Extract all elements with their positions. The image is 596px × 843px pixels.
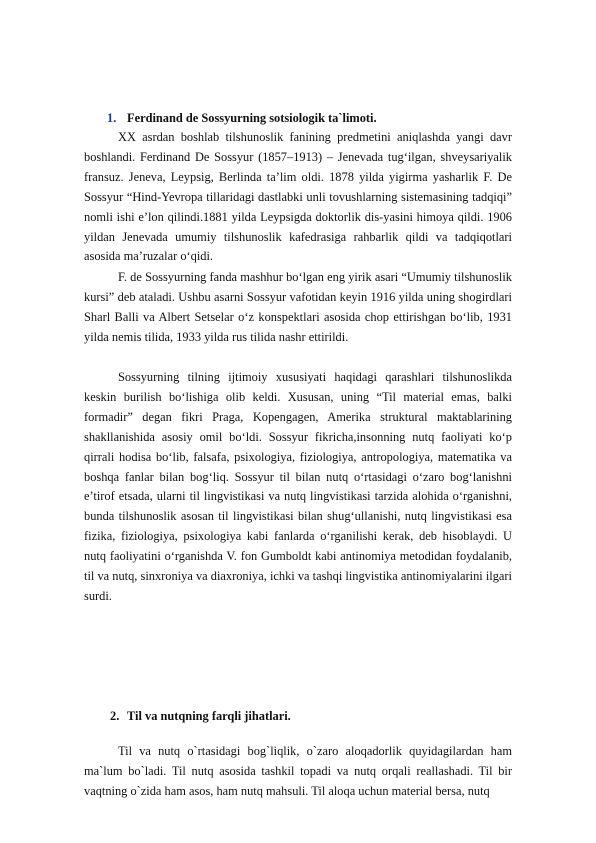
section-number: 1. xyxy=(107,111,117,125)
section-heading-2 xyxy=(110,709,291,723)
paragraph: Til va nutq o`rtasidagi bog`liqlik, o`zaro aloqadorlik quyidagilardan ham ma`lum bo`ladi. Til nutq asosida tashkil topadi va nutq orqali reallashadi. Til bir vaqtning o`zida ham asos, ham nutq mahsuli. Til aloqa uchun material bersa, nutq xyxy=(84,744,512,798)
section-title: Ferdinand de Sossyurning sotsiologik ta`limoti. xyxy=(127,111,377,125)
paragraph: F. de Sossyurning fanda mashhur bo‘lgan eng yirik asari “Umumiy tilshunoslik kursi” deb ataladi. Ushbu asarni Sossyur vafotidan keyin 1916 yilda uning shogirdlari Sharl Balli va Albert Setselar o‘z konspektlari asosida chop ettirishgan bo‘lib, 1931 yilda nemis tilida, 1933 yilda rus tilida nashr ettirildi. xyxy=(84,270,512,344)
section-number: 2. xyxy=(110,709,120,723)
section-title: Til va nutqning farqli jihatlari. xyxy=(127,709,291,723)
paragraph: XX asrdan boshlab tilshunoslik fanining predmetini aniqlashda yangi davr boshlandi. Ferdinand De Sossyur (1857–1913) – Jenevada tug‘ilgan, shveysariyalik fransuz. Jeneva, Leypsig, Berlinda ta’lim oldi. 1878 yilda yigirma yasharlik F. De Sossyur “Hind-Yevropa tillaridagi dastlabki unli tovushlarning sistemasining tadqiqi” nomli ishi e’lon qilindi.1881 yilda Leypsigda doktorlik dis-yasini himoya qildi. 1906 yildan Jenevada umumiy tilshunoslik kafedrasiga rahbarlik qildi va tadqiqotlari asosida ma’ruzalar o‘qidi. xyxy=(84,130,512,264)
paragraph: Sossyurning tilning ijtimoiy xususiyati haqidagi qarashlari tilshunoslikda keskin burilish bo‘lishiga olib keldi. Xususan, uning “Til material emas, balki formadir” degan fikri Praga, Kopengagen, Amerika struktural maktablarining shakllanishida asosiy omil bo‘ldi. Sossyur fikricha,insonning nutq faoliyati ko‘p qirrali hodisa bo‘lib, falsafa, psixologiya, fiziologiya, antropologiya, matematika va boshqa fanlar bilan bog‘liq. Sossyur til bilan nutq o‘rtasidagi o‘zaro bog‘lanishni e’tirof etsada, ularni til lingvistikasi va nutq lingvistikasi tarzida alohida o‘rganishni, bunda tilshunoslik asosan til lingvistikasi bilan shug‘ullanishi, nutq lingvistikasi esa fizika, fiziologiya, psixologiya kabi fanlarda o‘rganilishi kerak, deb hisoblaydi. U nutq faoliyatini o‘rganishda V. fon Gumboldt kabi antinomiya metodidan foydalanib, til va nutq, sinxroniya va diaxroniya, ichki va tashqi lingvistika antinomiyalarini ilgari surdi. xyxy=(84,370,512,603)
section-heading-1 xyxy=(107,111,377,125)
